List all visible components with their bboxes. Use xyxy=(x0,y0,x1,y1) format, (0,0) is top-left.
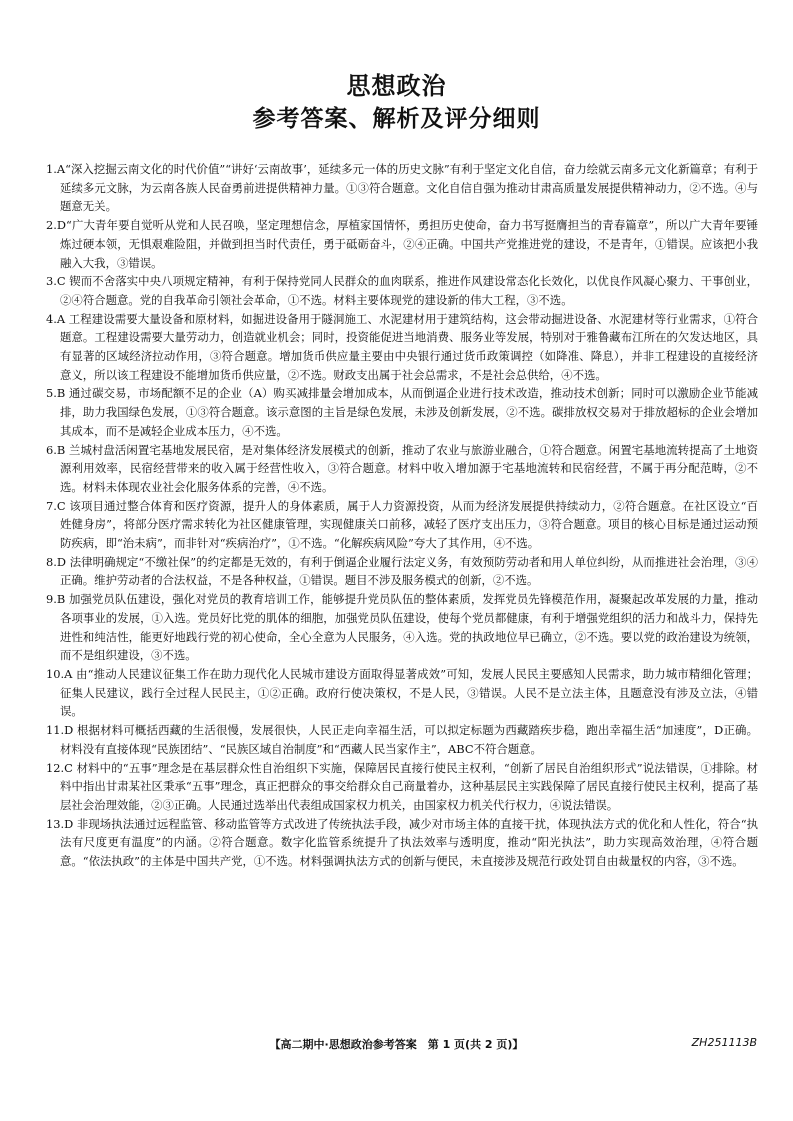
answer-item: 3.C 锲而不舍落实中央八项规定精神，有利于保持党同人民群众的血肉联系，推进作风建设常态化长效化，以优良作风凝心聚力、干事创业，②④符合题意。党的自我革命引领社会革命，①不选。材料主要体现党的建设新的伟大工程，③不选。 xyxy=(46,274,758,307)
answer-item: 4.A 工程建设需要大量设备和原材料，如掘进设备用于隧洞施工、水泥建材用于建筑结构，这会带动掘进设备、水泥建材等行业需求，①符合题意。工程建设需要大量劳动力，创造就业机会；同时，投资能促进当地消费、服务业等发展，特别对于雅鲁藏布江所在的欠发达地区，具有显著的区域经济拉动作用，③符合题意。增加货币供应量主要由中央银行通过货币政策调控（如降准、降息），并非工程建设的直接经济意义，所以该工程建设不能增加货币供应量，②不选。财政支出属于社会总需求，不是社会总供给，④不选。 xyxy=(46,311,758,382)
answer-item: 2.D“广大青年要自觉听从党和人民召唤，坚定理想信念，厚植家国情怀，勇担历史使命，奋力书写挺膺担当的青春篇章”，所以广大青年要锤炼过硬本领，无惧艰难险阻，并做到担当时代责任，勇于砥砺奋斗，②④正确。中国共产党推进党的建设，不是青年，①错误。应该把小我融入大我，③错误。 xyxy=(46,218,758,270)
footer-page-info: 【高二期中·思想政治参考答案 第 1 页(共 2 页)】 xyxy=(269,1038,524,1051)
answer-item: 9.B 加强党员队伍建设，强化对党员的教育培训工作，能够提升党员队伍的整体素质，发挥党员先锋模范作用，凝聚起改革发展的力量，推动各项事业的发展，①入选。党员好比党的肌体的细胞，加强党员队伍建设，使每个党员都健康，有利于增强党组织的活力和战斗力，保持先进性和纯洁性，能更好地践行党的初心使命，全心全意为人民服务，④入选。党的执政地位早已确立，②不选。要以党的政治建设为统领，而不是组织建设，③不选。 xyxy=(46,592,758,663)
answer-item: 12.C 材料中的“五事”理念是在基层群众性自治组织下实施，保障居民直接行使民主权利，“创新了居民自治组织形式”说法错误，①排除。材料中指出甘肃某社区秉承“五事”理念，真正把群众的事交给群众自己商量着办，这种基层民主实践保障了居民直接行使民主权利，提高了基层社会治理效能，②③正确。人民通过选举出代表组成国家权力机关，由国家权力机关代行权力，④说法错误。 xyxy=(46,760,758,812)
answer-item: 5.B 通过碳交易，市场配额不足的企业（A）购买减排量会增加成本，从而倒逼企业进行技术改造，推动技术创新；同时可以激励企业节能减排，助力我国绿色发展，①③符合题意。该示意图的主旨是绿色发展，未涉及创新发展，②不选。碳排放权交易对于排放超标的企业会增加其成本，而不是减轻企业成本压力，④不选。 xyxy=(46,386,758,438)
answer-list xyxy=(46,160,758,871)
answer-item: 10.A 由“推动人民建议征集工作在助力现代化人民城市建设方面取得显著成效”可知，发展人民民主要感知人民需求，助力城市精细化管理；征集人民建议，践行全过程人民民主，①②正确。政府行使决策权，不是人民，③错误。人民不是立法主体，且题意没有涉及立法，④错误。 xyxy=(46,666,758,719)
footer-document-code: ZH251113B xyxy=(691,1036,757,1049)
answer-item: 1.A“深入挖掘云南文化的时代价值”“讲好‘云南故事’，延续多元一体的历史文脉”有利于坚定文化自信，奋力绘就云南多元文化新篇章；有利于延续多元文脉，为云南各族人民奋勇前进提供精神力量。①③符合题意。文化自信自强为推动甘肃高质量发展提供精神动力，②不选。④与题意无关。 xyxy=(46,162,758,214)
answer-item: 13.D 非现场执法通过远程监管、移动监管等方式改进了传统执法手段，减少对市场主体的直接干扰，体现执法方式的优化和人性化，符合“执法有尺度更有温度”的内涵。②符合题意。数字化监管系统提升了执法效率与透明度，推动“阳光执法”，助力实现高效治理，④符合题意。“依法执政”的主体是中国共产党，①不选。材料强调执法方式的创新与便民，未直接涉及规范行政处罚自由裁量权的内容，③不选。 xyxy=(46,816,758,869)
page-title: 思想政治 xyxy=(346,72,447,100)
answer-item: 7.C 该项目通过整合体育和医疗资源，提升人的身体素质，属于人力资源投资，从而为经济发展提供持续动力，②符合题意。在社区设立“百姓健身房”，将部分医疗需求转化为社区健康管理，实现健康关口前移，减轻了医疗支出压力，③符合题意。项目的核心目标是通过运动预防疾病，即“治未病”，而非针对“疾病治疗”，①不选。“化解疾病风险”夸大了其作用，④不选。 xyxy=(46,498,758,551)
answer-item: 6.B 兰城村盘活闲置宅基地发展民宿，是对集体经济发展模式的创新，推动了农业与旅游业融合，①符合题意。闲置宅基地流转提高了土地资源利用效率，民宿经营带来的收入属于经营性收入，③符合题意。材料中收入增加源于宅基地流转和民宿经营，不属于再分配范畴，②不选。材料未体现农业社会化服务体系的完善，④不选。 xyxy=(46,442,758,494)
answer-item: 8.D 法律明确规定“不缴社保”的约定都是无效的，有利于倒逼企业履行法定义务，有效预防劳动者和用人单位纠纷，从而推进社会治理，③④正确。维护劳动者的合法权益，不是各种权益，①错误。题目不涉及服务模式的创新，②不选。 xyxy=(46,554,758,588)
answer-item: 11.D 根据材料可概括西藏的生活很慢，发展很快，人民正走向幸福生活，可以拟定标题为西藏踏疾步稳，跑出幸福生活“加速度”，D正确。材料没有直接体现“民族团结”、“民族区域自治制度”和“西藏人民当家作主”，ABC不符合题意。 xyxy=(46,723,758,756)
page-subtitle: 参考答案、解析及评分细则 xyxy=(252,106,541,132)
page-footer xyxy=(0,1036,793,1054)
